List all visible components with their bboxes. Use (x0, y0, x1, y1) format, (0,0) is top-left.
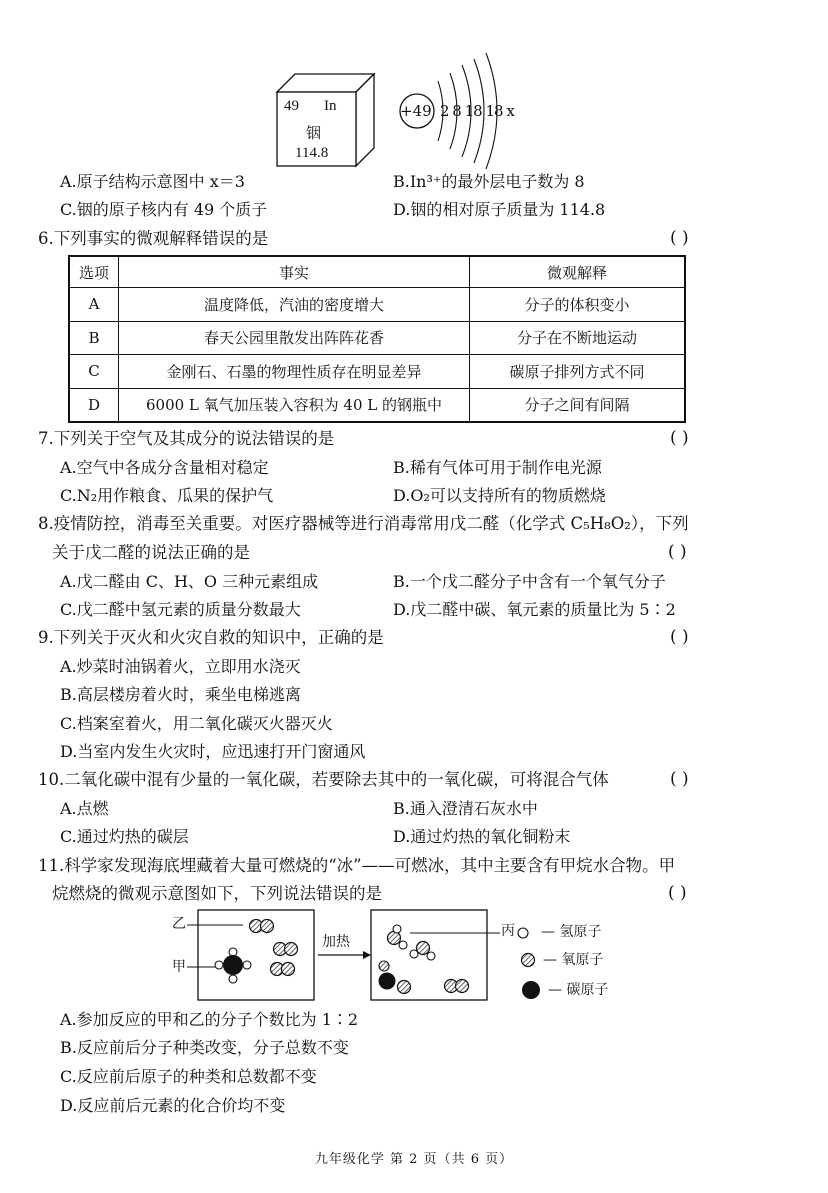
table-cell: D (69, 388, 119, 422)
q7-stem: 7.下列关于空气及其成分的说法错误的是 (38, 429, 335, 448)
table-cell: 金刚石、石墨的物理性质存在明显差异 (119, 355, 470, 389)
label-jia: 甲 (172, 959, 186, 975)
q10-option-b: B.通入澄清石灰水中 (393, 799, 538, 818)
q8-option-a: A.戊二醛由 C、H、O 三种元素组成 (60, 572, 319, 591)
table-cell: A (69, 288, 119, 322)
q6-table (68, 255, 686, 423)
electron-shells: 2 8 18 18 x (440, 102, 514, 120)
q11-option-d: D.反应前后元素的化合价均不变 (60, 1096, 286, 1115)
q10-answer-paren: ( ) (670, 769, 689, 789)
q11-stem-line1: 11.科学家发现海底埋藏着大量可燃烧的“冰”——可燃冰，其中主要含有甲烷水合物。甲 (38, 856, 676, 875)
page-footer: 九年级化学 第 2 页（共 6 页） (314, 1152, 514, 1167)
q11-option-a: A.参加反应的甲和乙的分子个数比为 1∶2 (60, 1010, 359, 1029)
q7-option-c: C.N₂用作粮食、瓜果的保护气 (60, 486, 274, 505)
q8-option-d: D.戊二醛中碳、氧元素的质量比为 5∶2 (393, 600, 676, 619)
q8-stem-line2: 关于戊二醛的说法正确的是 (52, 543, 250, 562)
q5-option-b: B.In³⁺的最外层电子数为 8 (393, 172, 585, 191)
legend-hydrogen: — 氢原子 (541, 924, 602, 940)
element-name: 铟 (306, 126, 322, 142)
table-cell: 温度降低，汽油的密度增大 (119, 288, 470, 322)
table-row (69, 288, 685, 322)
table-row (69, 321, 685, 355)
q7-option-a: A.空气中各成分含量相对稳定 (60, 458, 269, 477)
q7-answer-paren: ( ) (670, 428, 689, 448)
q8-option-b: B.一个戊二醛分子中含有一个氧气分子 (393, 572, 666, 591)
table-cell: B (69, 321, 119, 355)
q5-option-c: C.铟的原子核内有 49 个质子 (60, 200, 268, 219)
q6-stem: 6.下列事实的微观解释错误的是 (38, 229, 269, 248)
q9-option-b: B.高层楼房着火时，乘坐电梯逃离 (60, 685, 301, 704)
label-bing: 丙 (501, 923, 515, 939)
legend-carbon: — 碳原子 (548, 982, 609, 998)
table-header-row (69, 256, 685, 288)
table-cell: C (69, 355, 119, 389)
q5-option-d: D.铟的相对原子质量为 114.8 (393, 200, 606, 219)
q7-option-b: B.稀有气体可用于制作电光源 (393, 458, 602, 477)
table-cell: 碳原子排列方式不同 (470, 355, 686, 389)
q11-option-c: C.反应前后原子的种类和总数都不变 (60, 1067, 317, 1086)
q8-stem-line1: 8.疫情防控，消毒至关重要。对医疗器械等进行消毒常用戊二醛（化学式 C₅H₈O₂），下列 (38, 514, 689, 533)
q9-option-d: D.当室内发生火灾时，应迅速打开门窗通风 (60, 742, 366, 761)
table-cell: 春天公园里散发出阵阵花香 (119, 321, 470, 355)
q9-option-a: A.炒菜时油锅着火，立即用水浇灭 (60, 657, 301, 676)
table-header: 选项 (69, 256, 119, 288)
q8-answer-paren: ( ) (668, 542, 687, 562)
table-header: 微观解释 (470, 256, 686, 288)
q10-option-a: A.点燃 (60, 799, 109, 818)
q6-answer-paren: ( ) (670, 228, 689, 248)
q5-option-a: A.原子结构示意图中 x＝3 (60, 172, 245, 191)
q10-option-d: D.通过灼热的氧化铜粉末 (393, 827, 571, 846)
table-row (69, 355, 685, 389)
q11-option-b: B.反应前后分子种类改变，分子总数不变 (60, 1038, 349, 1057)
arrow-label-heat: 加热 (322, 934, 350, 950)
q11-answer-paren: ( ) (668, 883, 687, 903)
q10-option-c: C.通过灼热的碳层 (60, 827, 189, 846)
element-symbol: In (324, 98, 337, 114)
table-row (69, 388, 685, 422)
table-header: 事实 (119, 256, 470, 288)
label-yi: 乙 (172, 916, 186, 932)
q9-answer-paren: ( ) (670, 627, 689, 647)
q7-option-d: D.O₂可以支持所有的物质燃烧 (393, 486, 606, 505)
q9-option-c: C.档案室着火，用二氧化碳灭火器灭火 (60, 714, 333, 733)
atomic-number: 49 (284, 98, 299, 114)
atomic-mass: 114.8 (295, 145, 329, 161)
table-cell: 分子在不断地运动 (470, 321, 686, 355)
q9-stem: 9.下列关于灭火和火灾自救的知识中，正确的是 (38, 628, 384, 647)
q8-option-c: C.戊二醛中氢元素的质量分数最大 (60, 600, 301, 619)
q10-stem: 10.二氧化碳中混有少量的一氧化碳，若要除去其中的一氧化碳，可将混合气体 (38, 770, 609, 789)
nucleus-charge: +49 (400, 102, 432, 120)
legend-oxygen: — 氧原子 (543, 952, 604, 968)
q11-stem-line2: 烷燃烧的微观示意图如下，下列说法错误的是 (52, 884, 382, 903)
table-cell: 6000 L 氧气加压装入容积为 40 L 的钢瓶中 (119, 388, 470, 422)
table-cell: 分子之间有间隔 (470, 388, 686, 422)
table-cell: 分子的体积变小 (470, 288, 686, 322)
